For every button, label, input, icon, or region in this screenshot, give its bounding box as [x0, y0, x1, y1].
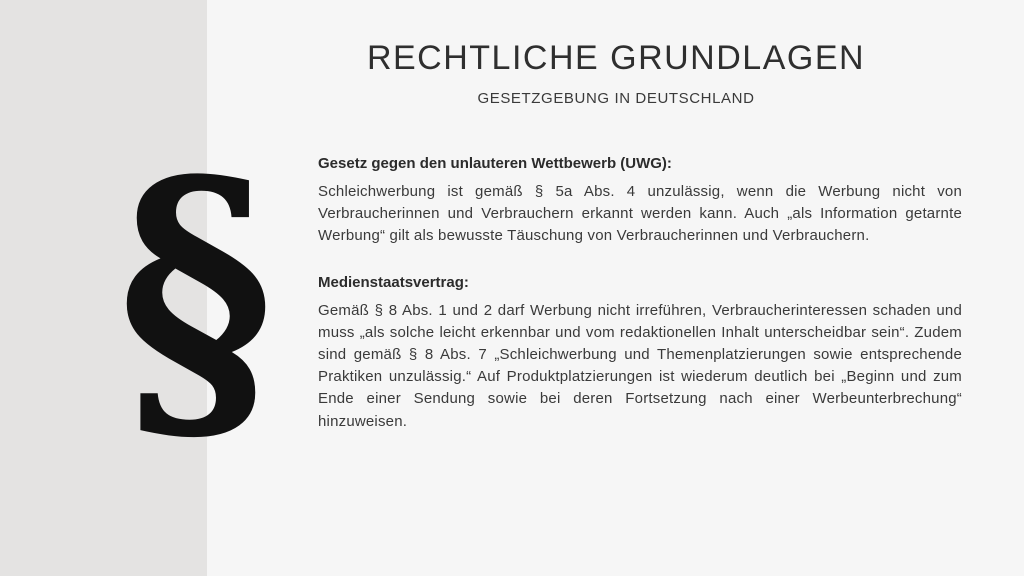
slide-title: RECHTLICHE GRUNDLAGEN — [366, 39, 866, 77]
uwg-heading: Gesetz gegen den unlauteren Wettbewerb (UWG): — [318, 155, 672, 172]
law-block-medienstaatsvertrag — [318, 272, 962, 433]
content-area — [318, 153, 962, 433]
medienstaatsvertrag-heading: Medienstaatsvertrag: — [318, 273, 469, 291]
uwg-text: Schleichwerbung ist gemäß § 5a Abs. 4 unzulässig, wenn die Werbung nicht von Verbraucherinnen und Verbrauchern erkannt werden kann. Auch „als Information getarnte Werbung“ gilt als bewusste Täuschung von Verbraucherinnen und Verbrauchern. — [318, 183, 962, 245]
slide-subtitle: GESETZGEBUNG IN DEUTSCHLAND — [477, 90, 755, 107]
medienstaatsvertrag-text: Gemäß § 8 Abs. 1 und 2 darf Werbung nicht irreführen, Verbraucherinteressen schaden und muss „als solche leicht erkennbar und vom redaktionellen Inhalt unterscheidbar sein“. Zudem sind gemäß § 8 Abs. 7 „Schleichwerbung und Themenplatzierungen sowie entsprechende Praktiken unzulässig.“ Auf Produktplatzierungen ist wiederum deutlich bei „Beginn und zum Ende einer Sendung sowie bei deren Fortsetzung nach einer Werbeunterbrechung“ hinzuweisen. — [318, 301, 962, 430]
law-block-uwg — [318, 153, 962, 248]
section-sign-icon — [108, 132, 284, 457]
section-sign-glyph: § — [117, 132, 275, 457]
